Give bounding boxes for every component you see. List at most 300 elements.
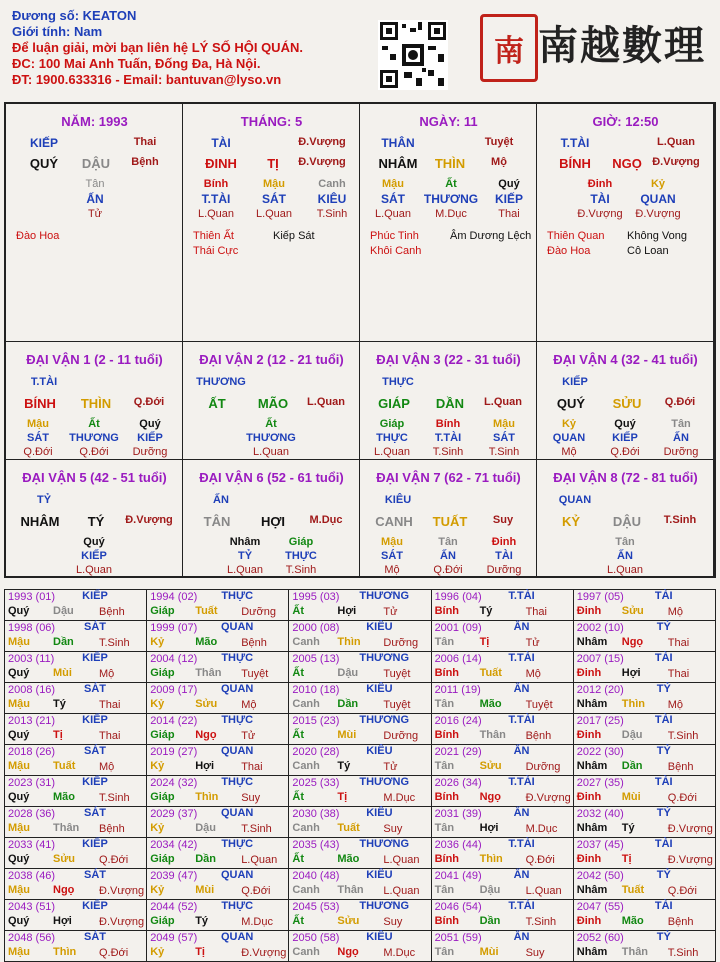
year-cell	[289, 714, 431, 745]
shensha: Thái Cực	[193, 245, 239, 257]
year-star: SÁT	[84, 807, 106, 819]
dai-van-star: T.TÀI	[30, 376, 58, 388]
year-chi: Hợi	[53, 915, 72, 927]
year-cell	[289, 931, 431, 962]
pillar-chi-stage: Mộ	[491, 156, 507, 168]
dai-van-title: ĐẠI VẬN 1 (2 - 11 tuổi)	[26, 352, 163, 367]
shensha: Cô Loan	[627, 245, 669, 257]
year-chi: Mùi	[621, 791, 641, 803]
year-star: KIẾP	[82, 590, 108, 602]
year-stage: Q.Đới	[667, 885, 697, 897]
year-label: 2039 (47)	[150, 870, 198, 882]
year-can: Tân	[434, 822, 455, 834]
year-chi: Hợi	[195, 760, 215, 772]
pillar-title: NĂM: 1993	[61, 114, 128, 129]
year-stage: Tử	[241, 730, 256, 742]
shensha: Thiên Ất	[193, 230, 234, 242]
year-can: Quý	[8, 729, 30, 741]
year-can: Giáp	[150, 791, 175, 803]
hidden-stage: Q.Đới	[23, 446, 53, 458]
hidden-can: Tân	[438, 536, 458, 548]
year-cell	[573, 621, 715, 652]
year-can: Giáp	[150, 915, 175, 927]
year-can: Nhâm	[576, 884, 608, 896]
dai-van-6	[183, 460, 360, 578]
year-label: 2007 (15)	[576, 653, 624, 665]
year-can: Kỷ	[150, 822, 165, 834]
hidden-stage: L.Quan	[226, 564, 264, 576]
gender: Giới tính: Nam	[12, 24, 103, 39]
year-stage: Mộ	[99, 761, 115, 773]
year-cell	[573, 931, 715, 962]
dai-van-title: ĐẠI VẬN 8 (72 - 81 tuổi)	[553, 470, 698, 485]
year-label: 2018 (26)	[8, 746, 56, 758]
hidden-stage: Mộ	[561, 446, 577, 458]
pillar-chi-stage: Đ.Vượng	[652, 156, 700, 168]
hidden-can: Mậu	[381, 536, 403, 548]
year-chi: Thìn	[621, 698, 645, 710]
year-chi: Ngọ	[337, 946, 359, 958]
year-can: Quý	[8, 605, 30, 617]
year-chi: Tị	[337, 791, 348, 803]
year-stage: L.Quan	[383, 854, 420, 866]
dai-van-stage: Đ.Vượng	[125, 514, 173, 526]
year-chi: Tý	[621, 822, 635, 834]
year-stage: L.Quan	[383, 885, 420, 897]
year-cell	[573, 776, 715, 807]
year-cell	[431, 683, 573, 714]
year-star: T.TÀI	[508, 776, 535, 788]
pillar-stage: L.Quan	[657, 136, 695, 148]
year-star: ẤN	[513, 683, 530, 695]
year-chi: Sửu	[195, 698, 218, 710]
dai-van-star: KIẾP	[562, 376, 588, 388]
year-star: TỶ	[656, 683, 671, 695]
year-stage: T.Sinh	[667, 947, 699, 959]
year-star: T.TÀI	[508, 838, 535, 850]
header-info	[12, 8, 352, 88]
dai-van-4	[537, 342, 714, 460]
year-star: QUAN	[220, 931, 254, 943]
year-chi: Thìn	[479, 853, 503, 865]
year-can: Bính	[434, 667, 460, 679]
hidden-can: Bính	[203, 178, 229, 190]
year-star: THỰC	[221, 900, 254, 912]
shensha: Khôi Canh	[370, 245, 422, 257]
hidden-star: SÁT	[27, 432, 49, 444]
year-cell	[5, 931, 147, 962]
year-cell	[5, 869, 147, 900]
year-label: 1996 (04)	[434, 591, 482, 603]
year-label: 2051 (59)	[434, 932, 482, 944]
year-chi: Tị	[195, 946, 205, 958]
year-chi: Ngọ	[195, 729, 217, 741]
year-star: SÁT	[84, 621, 106, 633]
year-cell	[573, 745, 715, 776]
year-cell	[5, 807, 147, 838]
year-label: 2002 (10)	[576, 622, 624, 634]
year-cell	[147, 590, 289, 621]
dai-van-stage: M.Dục	[309, 514, 343, 526]
year-chi: Tuất	[195, 605, 218, 617]
year-star: KIÊU	[366, 931, 393, 943]
year-star: THƯƠNG	[359, 900, 410, 912]
year-star: SÁT	[84, 869, 106, 881]
dai-van-can: BÍNH	[24, 396, 56, 411]
hidden-stage: T.Sinh	[488, 446, 520, 458]
year-stage: T.Sinh	[667, 730, 699, 742]
year-chi: Dần	[337, 698, 359, 710]
dai-van-stage: Q.Đới	[133, 396, 165, 408]
year-chi: Sửu	[621, 605, 644, 617]
year-chi: Dậu	[195, 822, 216, 834]
hidden-can: Ất	[445, 178, 457, 190]
year-cell	[431, 807, 573, 838]
year-star: THƯƠNG	[359, 714, 410, 726]
year-star: ẤN	[513, 931, 530, 943]
hidden-can: Mậu	[263, 178, 285, 190]
year-can: Bính	[434, 791, 460, 803]
hidden-can: Canh	[318, 178, 346, 190]
year-label: 2027 (35)	[576, 777, 624, 789]
dai-van-title: ĐẠI VẬN 4 (32 - 41 tuổi)	[553, 352, 698, 367]
hidden-stage: Q.Đới	[79, 446, 109, 458]
year-can: Canh	[292, 698, 320, 710]
shensha: Kiếp Sát	[273, 230, 315, 242]
year-chi: Thân	[195, 667, 222, 679]
year-cell	[289, 745, 431, 776]
year-can: Giáp	[150, 853, 175, 865]
year-stage: Mộ	[525, 668, 541, 680]
dai-van-star: ẤN	[213, 494, 229, 506]
year-stage: Đ.Vượng	[667, 854, 713, 866]
year-can: Giáp	[150, 667, 175, 679]
year-cell	[5, 900, 147, 931]
hidden-can: Ất	[88, 418, 100, 430]
hidden-stage: Dưỡng	[132, 446, 168, 458]
year-label: 2019 (27)	[150, 746, 198, 758]
hidden-can: Giáp	[288, 536, 314, 548]
year-cell	[573, 714, 715, 745]
year-star: TÀI	[654, 714, 673, 726]
year-star: ẤN	[513, 745, 530, 757]
year-cell	[289, 652, 431, 683]
hidden-can: Quý	[498, 178, 520, 190]
year-label: 2035 (43)	[292, 839, 340, 851]
hidden-star: KIẾP	[612, 432, 638, 444]
dai-van-can: NHÂM	[20, 514, 60, 529]
year-cell	[431, 776, 573, 807]
year-can: Canh	[292, 760, 320, 772]
pillar-can: ĐINH	[205, 156, 237, 171]
year-star: THỰC	[221, 838, 254, 850]
year-chi: Dần	[621, 760, 643, 772]
year-cell	[573, 869, 715, 900]
annual-luck-table	[4, 589, 716, 962]
year-chi: Tý	[479, 605, 493, 617]
year-stage: Mộ	[667, 699, 684, 711]
year-cell	[289, 621, 431, 652]
pillar-can: BÍNH	[559, 156, 591, 171]
hidden-stage: Đ.Vượng	[635, 208, 681, 220]
year-star: KIÊU	[366, 745, 393, 757]
year-chi: Sửu	[53, 853, 76, 865]
year-stage: Suy	[241, 792, 261, 804]
year-chi: Dậu	[621, 729, 643, 741]
dai-van-title: ĐẠI VẬN 5 (42 - 51 tuổi)	[22, 470, 167, 485]
year-cell	[431, 652, 573, 683]
pillar-chi: DẬU	[81, 156, 111, 171]
year-label: 2029 (37)	[150, 808, 198, 820]
year-star: T.TÀI	[508, 652, 535, 664]
year-stage: Bệnh	[99, 606, 125, 618]
year-star: KIÊU	[366, 807, 393, 819]
year-stage: Mộ	[667, 606, 684, 618]
year-chi: Ngọ	[479, 791, 501, 803]
year-stage: Suy	[383, 916, 403, 928]
year-label: 2041 (49)	[434, 870, 482, 882]
year-star: THỰC	[221, 590, 254, 602]
year-cell	[5, 652, 147, 683]
dai-van-title: ĐẠI VẬN 6 (52 - 61 tuổi)	[199, 470, 344, 485]
hidden-can: Tân	[615, 536, 635, 548]
year-chi: Thân	[53, 822, 80, 834]
year-stage: Suy	[525, 947, 545, 959]
hidden-stage: L.Quan	[374, 208, 412, 220]
year-label: 2001 (09)	[434, 622, 482, 634]
year-chi: Dần	[195, 853, 216, 865]
hidden-star: THỰC	[285, 550, 317, 562]
pillar-can: NHÂM	[378, 156, 418, 171]
year-star: TỶ	[656, 745, 671, 757]
year-stage: Đ.Vượng	[99, 885, 145, 897]
year-chi: Mùi	[337, 729, 357, 741]
hidden-star: TÀI	[495, 550, 513, 562]
hidden-star: SÁT	[262, 192, 286, 206]
hidden-star: KIẾP	[494, 192, 523, 206]
year-chi: Thân	[337, 884, 364, 896]
hidden-stage: T.Sinh	[316, 208, 348, 220]
year-can: Nhâm	[576, 698, 608, 710]
pillar-3	[360, 104, 537, 342]
year-can: Quý	[8, 915, 30, 927]
year-star: KIẾP	[82, 776, 108, 788]
hidden-can: Tân	[85, 178, 105, 190]
pillar-2	[183, 104, 360, 342]
year-can: Quý	[8, 853, 30, 865]
hidden-can: Tân	[671, 418, 691, 430]
pillar-stage: Thai	[133, 136, 157, 148]
year-stage: Mộ	[241, 699, 257, 711]
year-label: 1999 (07)	[150, 622, 198, 634]
year-star: T.TÀI	[508, 714, 535, 726]
hidden-star: T.TÀI	[201, 192, 231, 206]
year-can: Giáp	[150, 729, 175, 741]
year-cell	[147, 931, 289, 962]
year-can: Mậu	[8, 760, 30, 772]
dai-van-star: THỰC	[382, 376, 414, 388]
year-cell	[289, 683, 431, 714]
hidden-can: Quý	[83, 536, 105, 548]
pillar-main-star: TÀI	[211, 136, 231, 150]
hidden-stage: Q.Đới	[433, 564, 463, 576]
year-star: TỶ	[656, 869, 671, 881]
year-stage: Thai	[667, 668, 690, 680]
dai-van-title: ĐẠI VẬN 2 (12 - 21 tuổi)	[199, 352, 344, 367]
hidden-stage: Q.Đới	[610, 446, 640, 458]
year-chi: Hợi	[479, 822, 499, 834]
year-stage: Q.Đới	[241, 885, 271, 897]
year-star: KIẾP	[82, 714, 108, 726]
pillar-chi: THÌN	[434, 156, 466, 171]
year-cell	[289, 807, 431, 838]
year-star: KIÊU	[366, 683, 393, 695]
year-label: 2050 (58)	[292, 932, 340, 944]
dai-van-chi: THÌN	[80, 396, 112, 411]
year-stage: Dưỡng	[383, 730, 419, 742]
year-star: TỶ	[656, 931, 671, 943]
year-label: 2024 (32)	[150, 777, 198, 789]
year-label: 2014 (22)	[150, 715, 198, 727]
hidden-star: KIẾP	[81, 550, 107, 562]
year-can: Canh	[292, 822, 320, 834]
year-label: 2022 (30)	[576, 746, 624, 758]
pillar-4	[537, 104, 714, 342]
year-label: 1998 (06)	[8, 622, 56, 634]
hidden-can: Mậu	[27, 418, 49, 430]
year-chi: Mùi	[195, 884, 215, 896]
year-label: 2013 (21)	[8, 715, 56, 727]
year-cell	[147, 869, 289, 900]
year-can: Bính	[434, 915, 460, 927]
hidden-can: Kỷ	[650, 178, 666, 190]
year-label: 2017 (25)	[576, 715, 624, 727]
year-label: 2015 (23)	[292, 715, 340, 727]
year-can: Mậu	[8, 698, 30, 710]
year-star: ẤN	[513, 807, 530, 819]
pillar-stage: Đ.Vượng	[298, 136, 346, 148]
year-can: Ất	[292, 915, 304, 927]
year-label: 2046 (54)	[434, 901, 482, 913]
year-stage: T.Sinh	[525, 916, 557, 928]
year-label: 2036 (44)	[434, 839, 482, 851]
year-star: KIẾP	[82, 900, 108, 912]
pillar-chi-stage: Đ.Vượng	[298, 156, 346, 168]
year-can: Quý	[8, 791, 30, 803]
pillar-can: QUÝ	[29, 156, 59, 171]
pillar-1	[6, 104, 183, 342]
year-stage: Mộ	[99, 668, 115, 680]
brand-logo: 南越數理	[538, 22, 706, 69]
year-label: 2011 (19)	[434, 684, 481, 696]
year-can: Đinh	[576, 605, 602, 617]
year-can: Tân	[434, 760, 455, 772]
year-cell	[147, 900, 289, 931]
hidden-stage: Đ.Vượng	[577, 208, 623, 220]
chart-grid	[4, 102, 716, 578]
pillar-chi: NGỌ	[612, 156, 642, 171]
hidden-can: Quý	[139, 418, 161, 430]
dai-van-chi: DẦN	[435, 396, 465, 411]
hidden-stage: L.Quan	[606, 564, 644, 576]
year-chi: Tuất	[337, 822, 360, 834]
year-can: Nhâm	[576, 760, 608, 772]
hidden-star: THƯƠNG	[69, 432, 119, 444]
year-star: TÀI	[654, 590, 673, 602]
shensha: Không Vong	[627, 230, 687, 242]
year-stage: M.Dục	[383, 947, 416, 959]
shensha: Âm Dương Lệch	[450, 230, 532, 242]
year-stage: Q.Đới	[525, 854, 555, 866]
year-chi: Tý	[53, 698, 66, 710]
year-cell	[573, 838, 715, 869]
year-can: Đinh	[576, 667, 602, 679]
dai-van-can: QUÝ	[556, 396, 586, 411]
year-can: Tân	[434, 946, 455, 958]
dai-van-title: ĐẠI VẬN 3 (22 - 31 tuổi)	[376, 352, 521, 367]
hidden-can: Giáp	[379, 418, 405, 430]
year-chi: Dần	[479, 915, 501, 927]
year-label: 2026 (34)	[434, 777, 482, 789]
dai-van-star: THƯƠNG	[196, 376, 246, 388]
hidden-can: Bính	[435, 418, 461, 430]
year-cell	[289, 900, 431, 931]
year-label: 2009 (17)	[150, 684, 198, 696]
year-stage: Tuyệt	[383, 668, 411, 680]
hidden-can: Nhâm	[229, 536, 261, 548]
owner-name: Đương số: KEATON	[12, 8, 137, 23]
year-label: 2006 (14)	[434, 653, 482, 665]
year-star: ẤN	[513, 869, 530, 881]
hidden-stage: Dưỡng	[486, 564, 522, 576]
dai-van-chi: HỢI	[260, 514, 286, 529]
year-stage: Bệnh	[99, 823, 125, 835]
year-label: 1997 (05)	[576, 591, 624, 603]
year-cell	[289, 869, 431, 900]
dai-van-3	[360, 342, 537, 460]
year-stage: Tử	[383, 606, 398, 618]
year-chi: Mão	[337, 853, 360, 865]
year-cell	[147, 776, 289, 807]
hidden-star: KIÊU	[317, 192, 347, 206]
year-label: 2049 (57)	[150, 932, 198, 944]
year-stage: Thai	[667, 637, 690, 649]
year-chi: Thìn	[53, 946, 77, 958]
year-star: QUAN	[220, 683, 254, 695]
qr-code-icon	[378, 20, 448, 90]
year-stage: Thai	[99, 699, 121, 711]
year-cell	[431, 838, 573, 869]
year-label: 2003 (11)	[8, 653, 55, 665]
year-stage: Tuyệt	[525, 699, 553, 711]
year-can: Canh	[292, 636, 320, 648]
year-label: 1993 (01)	[8, 591, 56, 603]
year-can: Nhâm	[576, 822, 608, 834]
hidden-star: ẤN	[673, 432, 689, 444]
year-star: SÁT	[84, 683, 106, 695]
year-stage: Q.Đới	[667, 792, 697, 804]
dai-van-chi: TUẤT	[432, 514, 468, 529]
year-cell	[147, 807, 289, 838]
year-can: Ất	[292, 729, 304, 741]
year-label: 2012 (20)	[576, 684, 624, 696]
dai-van-star: KIÊU	[384, 494, 412, 506]
year-star: KIÊU	[366, 621, 393, 633]
year-stage: Đ.Vượng	[667, 823, 713, 835]
year-chi: Dậu	[337, 667, 359, 679]
dai-van-can: GIÁP	[378, 396, 410, 411]
hidden-star: TỶ	[237, 550, 253, 562]
